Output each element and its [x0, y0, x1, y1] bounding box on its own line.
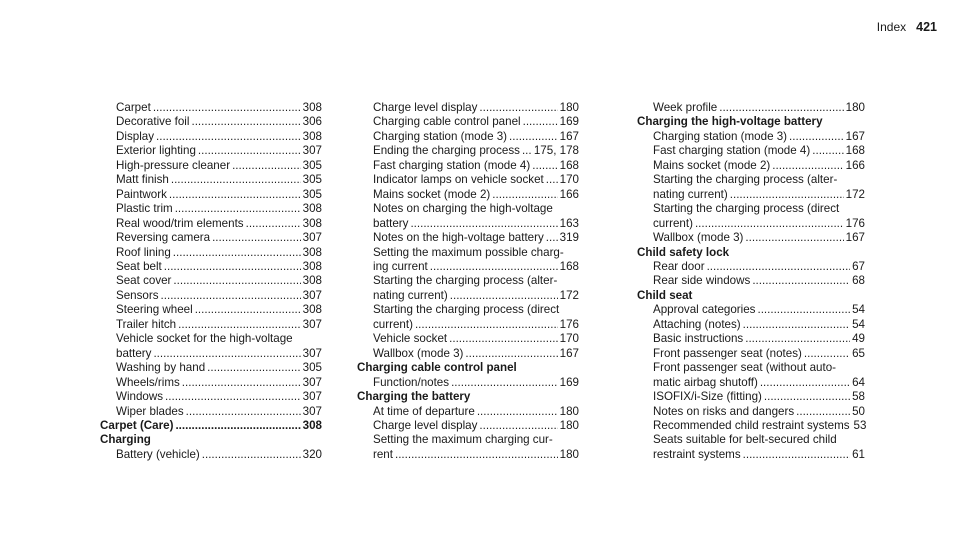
page-reference: 170 — [559, 332, 579, 346]
leader-dots — [522, 144, 532, 158]
entry-text: Charging the battery — [357, 390, 471, 404]
page-reference: 308 — [302, 418, 322, 432]
entry-text: current) — [653, 216, 693, 230]
index-entry — [637, 274, 865, 288]
entry-text: Ending the charging process — [373, 144, 520, 158]
page-reference: 166 — [559, 187, 579, 201]
page-reference: 167 — [845, 231, 865, 245]
page-reference: 308 — [302, 216, 322, 230]
leader-dots — [509, 130, 558, 144]
entry-text: Charging cable control panel — [357, 361, 517, 375]
leader-dots — [195, 303, 301, 317]
index-entry — [100, 231, 322, 245]
leader-dots — [764, 390, 850, 404]
entry-text: Carpet (Care) — [100, 418, 174, 432]
index-entry — [100, 260, 322, 274]
index-entry — [100, 130, 322, 144]
leader-dots — [175, 419, 300, 433]
index-entry — [637, 332, 865, 346]
page-reference: 68 — [852, 274, 865, 288]
page-reference: 308 — [302, 259, 322, 273]
page-reference: 167 — [559, 129, 579, 143]
page-reference: 54 — [852, 303, 865, 317]
index-entry — [100, 115, 322, 129]
index-entry — [357, 130, 579, 144]
page-reference: 58 — [852, 390, 865, 404]
entry-text: Vehicle socket for the high-voltage — [116, 332, 293, 346]
leader-dots — [757, 303, 850, 317]
leader-dots — [695, 217, 844, 231]
entry-text: Display — [116, 129, 155, 143]
index-entry — [637, 361, 865, 375]
index-entry — [357, 405, 579, 419]
entry-text: Real wood/trim elements — [116, 216, 244, 230]
index-entry — [357, 303, 579, 317]
leader-dots — [451, 376, 558, 390]
entry-text: Child seat — [637, 288, 693, 302]
entry-text: Exterior lighting — [116, 144, 196, 158]
entry-text: Charging the high-voltage battery — [637, 115, 823, 129]
leader-dots — [191, 115, 300, 129]
entry-text: nating current) — [653, 187, 728, 201]
index-entry — [637, 231, 865, 245]
page-reference: 172 — [559, 288, 579, 302]
index-entry — [100, 159, 322, 173]
page-reference: 307 — [302, 346, 322, 360]
index-entry — [100, 101, 322, 115]
entry-text: Steering wheel — [116, 303, 193, 317]
leader-dots — [772, 159, 843, 173]
page-reference: 307 — [302, 404, 322, 418]
index-heading — [100, 419, 322, 433]
page-reference: 305 — [302, 158, 322, 172]
index-entry — [357, 289, 579, 303]
entry-text: Wiper blades — [116, 404, 184, 418]
leader-dots — [760, 376, 850, 390]
entry-text: Notes on charging the high-voltage — [373, 202, 553, 216]
page-reference: 61 — [852, 447, 865, 461]
index-entry — [357, 217, 579, 231]
page-reference: 167 — [845, 129, 865, 143]
index-entry — [357, 419, 579, 433]
index-entry — [637, 144, 865, 158]
index-entry — [100, 144, 322, 158]
page-reference: 163 — [559, 216, 579, 230]
index-entry — [100, 361, 322, 375]
index-entry — [637, 448, 865, 462]
entry-text: Charging cable control panel — [373, 115, 521, 129]
leader-dots — [171, 173, 301, 187]
index-entry — [100, 405, 322, 419]
leader-dots — [745, 332, 850, 346]
leader-dots — [246, 217, 301, 231]
page-reference: 308 — [302, 303, 322, 317]
index-entry — [357, 188, 579, 202]
index-entry — [637, 260, 865, 274]
page-reference: 180 — [559, 447, 579, 461]
index-entry — [357, 433, 579, 447]
page-reference: 180 — [845, 101, 865, 114]
leader-dots — [492, 188, 557, 202]
index-entry — [100, 246, 322, 260]
page-reference: 64 — [852, 375, 865, 389]
page-reference: 307 — [302, 317, 322, 331]
index-entry — [357, 159, 579, 173]
leader-dots — [156, 130, 301, 144]
index-entry — [637, 188, 865, 202]
index-entry — [637, 433, 865, 447]
page-reference: 308 — [302, 274, 322, 288]
page-reference: 67 — [852, 259, 865, 273]
entry-text: rent — [373, 447, 393, 461]
leader-dots — [477, 405, 558, 419]
header-title: Index — [876, 20, 907, 34]
leader-dots — [479, 419, 557, 433]
entry-text: Rear door — [653, 259, 705, 273]
entry-text: Reversing camera — [116, 231, 211, 245]
leader-dots — [175, 202, 301, 216]
leader-dots — [546, 173, 558, 187]
index-heading — [637, 289, 865, 303]
leader-dots — [207, 361, 301, 375]
page-reference: 306 — [302, 115, 322, 129]
page-reference: 305 — [302, 187, 322, 201]
index-entry — [637, 202, 865, 216]
entry-text: Matt finish — [116, 173, 169, 187]
index-heading — [637, 115, 865, 129]
page-reference: 170 — [559, 173, 579, 187]
page-reference: 54 — [852, 317, 865, 331]
index-heading — [637, 246, 865, 260]
page-reference: 169 — [559, 115, 579, 129]
index-entry — [357, 115, 579, 129]
page-reference: 307 — [302, 375, 322, 389]
leader-dots — [479, 101, 557, 115]
entry-text: Mains socket (mode 2) — [373, 187, 491, 201]
entry-text: Setting the maximum charging cur- — [373, 433, 553, 447]
entry-text: High-pressure cleaner — [116, 158, 231, 172]
index-entry — [100, 376, 322, 390]
page-reference: 308 — [302, 129, 322, 143]
leader-dots — [164, 260, 301, 274]
entry-text: Charging station (mode 3) — [653, 129, 788, 143]
leader-dots — [450, 289, 558, 303]
page-number: 421 — [916, 20, 937, 34]
index-entry — [100, 332, 322, 346]
entry-text: Battery (vehicle) — [116, 447, 200, 461]
entry-text: current) — [373, 317, 413, 331]
entry-text: Plastic trim — [116, 202, 173, 216]
index-entry — [357, 448, 579, 462]
index-entry — [357, 274, 579, 288]
index-entry — [637, 419, 865, 433]
entry-text: Week profile — [653, 101, 718, 114]
page-reference: 180 — [559, 418, 579, 432]
leader-dots — [752, 274, 850, 288]
index-entry — [637, 390, 865, 404]
page-reference: 53 — [853, 418, 867, 432]
leader-dots — [465, 347, 557, 361]
entry-text: Charging — [100, 433, 151, 447]
index-entry — [637, 101, 865, 115]
index-entry — [100, 448, 322, 462]
page-reference: 176 — [559, 317, 579, 331]
entry-text: Approval categories — [653, 303, 756, 317]
page-header — [877, 20, 937, 34]
leader-dots — [153, 347, 300, 361]
index-entry — [637, 130, 865, 144]
index-entry — [357, 101, 579, 115]
entry-text: Front passenger seat (notes) — [653, 346, 802, 360]
entry-text: Wallbox (mode 3) — [653, 231, 744, 245]
page-reference: 308 — [302, 101, 322, 114]
entry-text: Sensors — [116, 288, 159, 302]
entry-text: Windows — [116, 390, 164, 404]
entry-text: Trailer hitch — [116, 317, 177, 331]
entry-text: Starting the charging process (alter- — [653, 173, 838, 187]
entry-text: Notes on risks and dangers — [653, 404, 795, 418]
page-reference: 305 — [302, 361, 322, 375]
leader-dots — [169, 188, 301, 202]
leader-dots — [532, 159, 557, 173]
page-reference: 167 — [559, 346, 579, 360]
entry-text: Rear side windows — [653, 274, 751, 288]
entry-text: battery — [373, 216, 409, 230]
leader-dots — [153, 101, 301, 115]
index-heading — [357, 390, 579, 404]
index-entry — [100, 390, 322, 404]
page-reference: 176 — [845, 216, 865, 230]
entry-text: Indicator lamps on vehicle socket — [373, 173, 544, 187]
index-entry — [100, 289, 322, 303]
page-reference: 49 — [852, 332, 865, 346]
entry-text: Paintwork — [116, 187, 167, 201]
page-reference: 168 — [845, 144, 865, 158]
index-entry — [637, 318, 865, 332]
page-reference: 175, 178 — [533, 144, 579, 158]
page-reference: 169 — [559, 375, 579, 389]
entry-text: Mains socket (mode 2) — [653, 158, 771, 172]
leader-dots — [796, 405, 850, 419]
index-heading — [357, 361, 579, 375]
entry-text: Seat cover — [116, 274, 172, 288]
index-entry — [637, 173, 865, 187]
entry-text: Decorative foil — [116, 115, 190, 129]
entry-text: Notes on the high-voltage battery — [373, 231, 544, 245]
page-reference: 172 — [845, 187, 865, 201]
entry-text: restraint systems — [653, 447, 741, 461]
page-reference: 320 — [302, 447, 322, 461]
entry-text: Charge level display — [373, 101, 478, 114]
entry-text: Vehicle socket — [373, 332, 448, 346]
page-reference: 65 — [852, 346, 865, 360]
index-entry — [100, 274, 322, 288]
entry-text: Charging station (mode 3) — [373, 129, 508, 143]
index-entry — [357, 231, 579, 245]
entry-text: Attaching (notes) — [653, 317, 741, 331]
leader-dots — [743, 318, 850, 332]
page-reference: 305 — [302, 173, 322, 187]
index-entry — [357, 246, 579, 260]
index-entry — [637, 303, 865, 317]
index-entry — [357, 144, 579, 158]
entry-text: Starting the charging process (direct — [653, 202, 840, 216]
entry-text: Basic instructions — [653, 332, 744, 346]
entry-text: nating current) — [373, 288, 448, 302]
index-entry — [100, 188, 322, 202]
leader-dots — [161, 289, 301, 303]
entry-text: Seats suitable for belt-secured child — [653, 433, 837, 447]
index-entry — [100, 303, 322, 317]
page-reference: 168 — [559, 158, 579, 172]
index-entry — [357, 318, 579, 332]
index-entry — [637, 347, 865, 361]
leader-dots — [730, 188, 844, 202]
leader-dots — [804, 347, 850, 361]
leader-dots — [707, 260, 851, 274]
leader-dots — [546, 231, 558, 245]
leader-dots — [523, 115, 558, 129]
leader-dots — [173, 246, 301, 260]
leader-dots — [415, 318, 558, 332]
entry-text: Roof lining — [116, 245, 171, 259]
index-column-1 — [100, 101, 322, 462]
entry-text: Seat belt — [116, 259, 162, 273]
index-entry — [637, 217, 865, 231]
index-entry — [637, 159, 865, 173]
index-entry — [357, 376, 579, 390]
leader-dots — [202, 448, 301, 462]
page-reference: 166 — [845, 158, 865, 172]
index-column-2 — [357, 101, 579, 462]
entry-text: Recommended child restraint systems — [653, 418, 850, 432]
entry-text: Child safety lock — [637, 245, 730, 259]
entry-text: Fast charging station (mode 4) — [653, 144, 811, 158]
leader-dots — [198, 144, 301, 158]
entry-text: Washing by hand — [116, 361, 206, 375]
page-reference: 50 — [852, 404, 865, 418]
leader-dots — [719, 101, 843, 115]
page-reference: 307 — [302, 390, 322, 404]
index-entry — [100, 217, 322, 231]
page-reference: 168 — [559, 259, 579, 273]
entry-text: matic airbag shutoff) — [653, 375, 758, 389]
index-heading — [100, 433, 322, 447]
entry-text: Wheels/rims — [116, 375, 180, 389]
index-entry — [357, 260, 579, 274]
page-reference: 308 — [302, 202, 322, 216]
index-column-3 — [637, 101, 865, 462]
index-entry — [637, 376, 865, 390]
leader-dots — [430, 260, 558, 274]
page-reference: 308 — [302, 245, 322, 259]
entry-text: Front passenger seat (without auto- — [653, 361, 837, 375]
index-entry — [100, 173, 322, 187]
entry-text: ISOFIX/i-Size (fitting) — [653, 390, 762, 404]
index-entry — [100, 318, 322, 332]
leader-dots — [449, 332, 558, 346]
leader-dots — [745, 231, 843, 245]
page-reference: 180 — [559, 404, 579, 418]
index-entry — [637, 405, 865, 419]
leader-dots — [186, 405, 301, 419]
leader-dots — [173, 274, 300, 288]
entry-text: ing current — [373, 259, 428, 273]
leader-dots — [789, 130, 844, 144]
index-entry — [357, 347, 579, 361]
entry-text: Charge level display — [373, 418, 478, 432]
page-reference: 307 — [302, 144, 322, 158]
entry-text: Setting the maximum possible charg- — [373, 245, 564, 259]
entry-text: Wallbox (mode 3) — [373, 346, 464, 360]
leader-dots — [395, 448, 558, 462]
entry-text: Fast charging station (mode 4) — [373, 158, 531, 172]
entry-text: At time of departure — [373, 404, 475, 418]
index-entry — [357, 173, 579, 187]
leader-dots — [232, 159, 301, 173]
entry-text: Starting the charging process (direct — [373, 303, 560, 317]
leader-dots — [743, 448, 850, 462]
leader-dots — [178, 318, 301, 332]
index-entry — [357, 202, 579, 216]
page-reference: 319 — [559, 231, 579, 245]
leader-dots — [165, 390, 301, 404]
page-reference: 307 — [302, 288, 322, 302]
page-reference: 307 — [302, 231, 322, 245]
index-entry — [100, 202, 322, 216]
entry-text: Starting the charging process (alter- — [373, 274, 558, 288]
entry-text: battery — [116, 346, 152, 360]
leader-dots — [812, 144, 843, 158]
entry-text: Function/notes — [373, 375, 450, 389]
leader-dots — [410, 217, 557, 231]
leader-dots — [182, 376, 301, 390]
index-entry — [100, 347, 322, 361]
index-entry — [357, 332, 579, 346]
leader-dots — [212, 231, 301, 245]
entry-text: Carpet — [116, 101, 151, 114]
page-reference: 180 — [559, 101, 579, 114]
